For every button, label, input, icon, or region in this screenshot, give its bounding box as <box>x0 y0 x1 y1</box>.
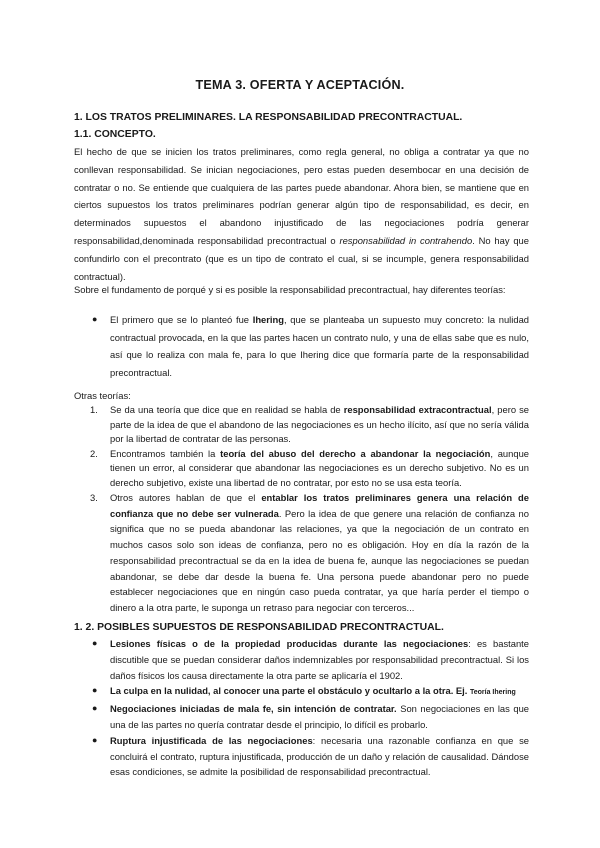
concept-paragraph <box>74 143 529 285</box>
list-item <box>90 490 529 616</box>
item-text-a: Se da una teoría que dice que en realidad se habla de <box>110 404 344 415</box>
case-bold: Negociaciones iniciadas de mala fe, sin intención de contratar. <box>110 703 397 715</box>
document-title: TEMA 3. OFERTA Y ACEPTACIÓN. <box>195 78 405 92</box>
theories-list <box>90 403 530 616</box>
bullet-icon: ● <box>92 638 98 648</box>
cases-list <box>92 636 529 780</box>
item-bold: teoría del abuso del derecho a abandonar la negociación <box>220 447 491 459</box>
case-bold: Lesiones físicas o de la propiedad producidas durante las negociaciones <box>110 638 469 649</box>
bullet-icon: ● <box>92 734 98 745</box>
item-text-a: Otros autores hablan de que el <box>110 492 262 503</box>
item-text-b: . Pero la idea de que genere una relación de confianza no significa que no se pueda abandonar las relaciones, ya que la negociación de un contrato en muchos casos solo son ideas de confianza, pero no es obligación. Hoy en día la razón de la responsabilidad precontractual se da en la idea de buena fe, aunque las negociaciones se puedan abandonar, se debe dar desde la buena fe. Una persona puede abandonar pero no puede establecer negociaciones que en ningún caso pueda contratar, ya que haría perder el tiempo o dinero a la otra parte, le suponga un retraso para negociar con terceros... <box>110 507 529 613</box>
bullet-icon: ● <box>92 685 98 696</box>
ihering-list <box>92 311 529 381</box>
list-item <box>90 447 530 491</box>
case-text: : necesaria una razonable confianza en que se concluirá el contrato, ruptura injustificada, producción de un daño y relación de causalidad. Dándose esas condiciones, se admite la posibilidad de responsabilidad precontractual. <box>110 734 529 778</box>
section2-heading: 1. 2. POSIBLES SUPUESTOS DE RESPONSABILIDAD PRECONTRACTUAL. <box>74 622 444 633</box>
case-bold: Ruptura injustificada de las negociaciones <box>110 734 313 746</box>
bullet-icon: ● <box>92 703 98 714</box>
item-bold: entablar los tratos preliminares genera una relación de confianza que no debe ser vulnerada <box>110 492 529 519</box>
section1-heading: 1. LOS TRATOS PRELIMINARES. LA RESPONSABILIDAD PRECONTRACTUAL. <box>74 112 463 123</box>
other-theories-label: Otras teorías: <box>74 390 131 401</box>
list-item <box>90 403 529 447</box>
section1-subheading: 1.1. CONCEPTO. <box>74 129 156 140</box>
item-number: 3. <box>90 492 98 503</box>
ihering-text-a: El primero que se lo planteó fue <box>110 314 253 325</box>
theories-intro: Sobre el fundamento de porqué y si es posible la responsabilidad precontractual, hay diferentes teorías: <box>74 284 506 295</box>
list-item <box>92 733 529 780</box>
item-bold: responsabilidad extracontractual <box>343 404 492 415</box>
concept-italic: responsabilidad in contrahendo <box>339 234 473 246</box>
concept-text-b: . No hay que confundirlo con el precontrato (que es un tipo de contrato el cual, si se incumple, genera responsabilidad contractual). <box>74 234 529 282</box>
list-item <box>92 311 529 381</box>
list-item <box>92 636 529 683</box>
list-item <box>92 701 529 733</box>
case-bold: La culpa en la nulidad, al conocer una parte el obstáculo y ocultarlo a la otra. Ej. <box>110 685 468 697</box>
item-number: 1. <box>90 404 98 415</box>
ihering-text-b: , que se planteaba un supuesto muy concreto: la nulidad contractual provocada, en la que las partes hacen un contrato nulo, y una de ellas sabe que es nulo, así que lo realiza con mala fe, para lo que Ihering dice que formaría parte de la responsabilidad precontractual. <box>110 314 529 378</box>
list-item <box>92 683 529 701</box>
item-text-a: Encontramos también la <box>110 447 221 459</box>
ihering-bold: Ihering <box>252 314 284 325</box>
case-text: : es bastante discutible que se puedan considerar daños indemnizables por responsabilidad precontractual. Si los daños físicos los causa directamente la otra parte se aplicaría el 1902. <box>110 638 529 681</box>
case-text: Son negociaciones en las que una de las partes no quería contratar desde el principio, lo difícil es probarlo. <box>110 703 529 730</box>
item-number: 2. <box>90 447 98 459</box>
item-text-b: , pero se parte de la idea de que el abandono de las negociaciones es un hecho ilícito, así que no sería válida por la libertad de contratar de las personas. <box>110 404 529 444</box>
item-text-b: , aunque tienen un error, al considerar que abandonar las negociaciones es un derecho subjetivo. No es un derecho subjetivo, existe una libertad de no contratar, por esto no se usa esta teoría. <box>110 447 530 488</box>
bullet-icon: ● <box>92 314 98 324</box>
concept-text-a: El hecho de que se inicien los tratos preliminares, como regla general, no obliga a contratar ya que no conllevan responsabilidad. Se inician negociaciones, pero estas pueden desembocar en una decisión de contratar o no. Se entiende que cualquiera de las partes puede abandonar. Ahora bien, se mantiene que en ciertos supuestos los tratos preliminares podrían generar algún tipo de responsabilidad, es decir, en determinados supuestos el abandono injustificado de las negociaciones podría generar responsabilidad,denominada responsabilidad precontractual o <box>74 146 529 246</box>
case-note: Teoría Ihering <box>470 689 516 697</box>
